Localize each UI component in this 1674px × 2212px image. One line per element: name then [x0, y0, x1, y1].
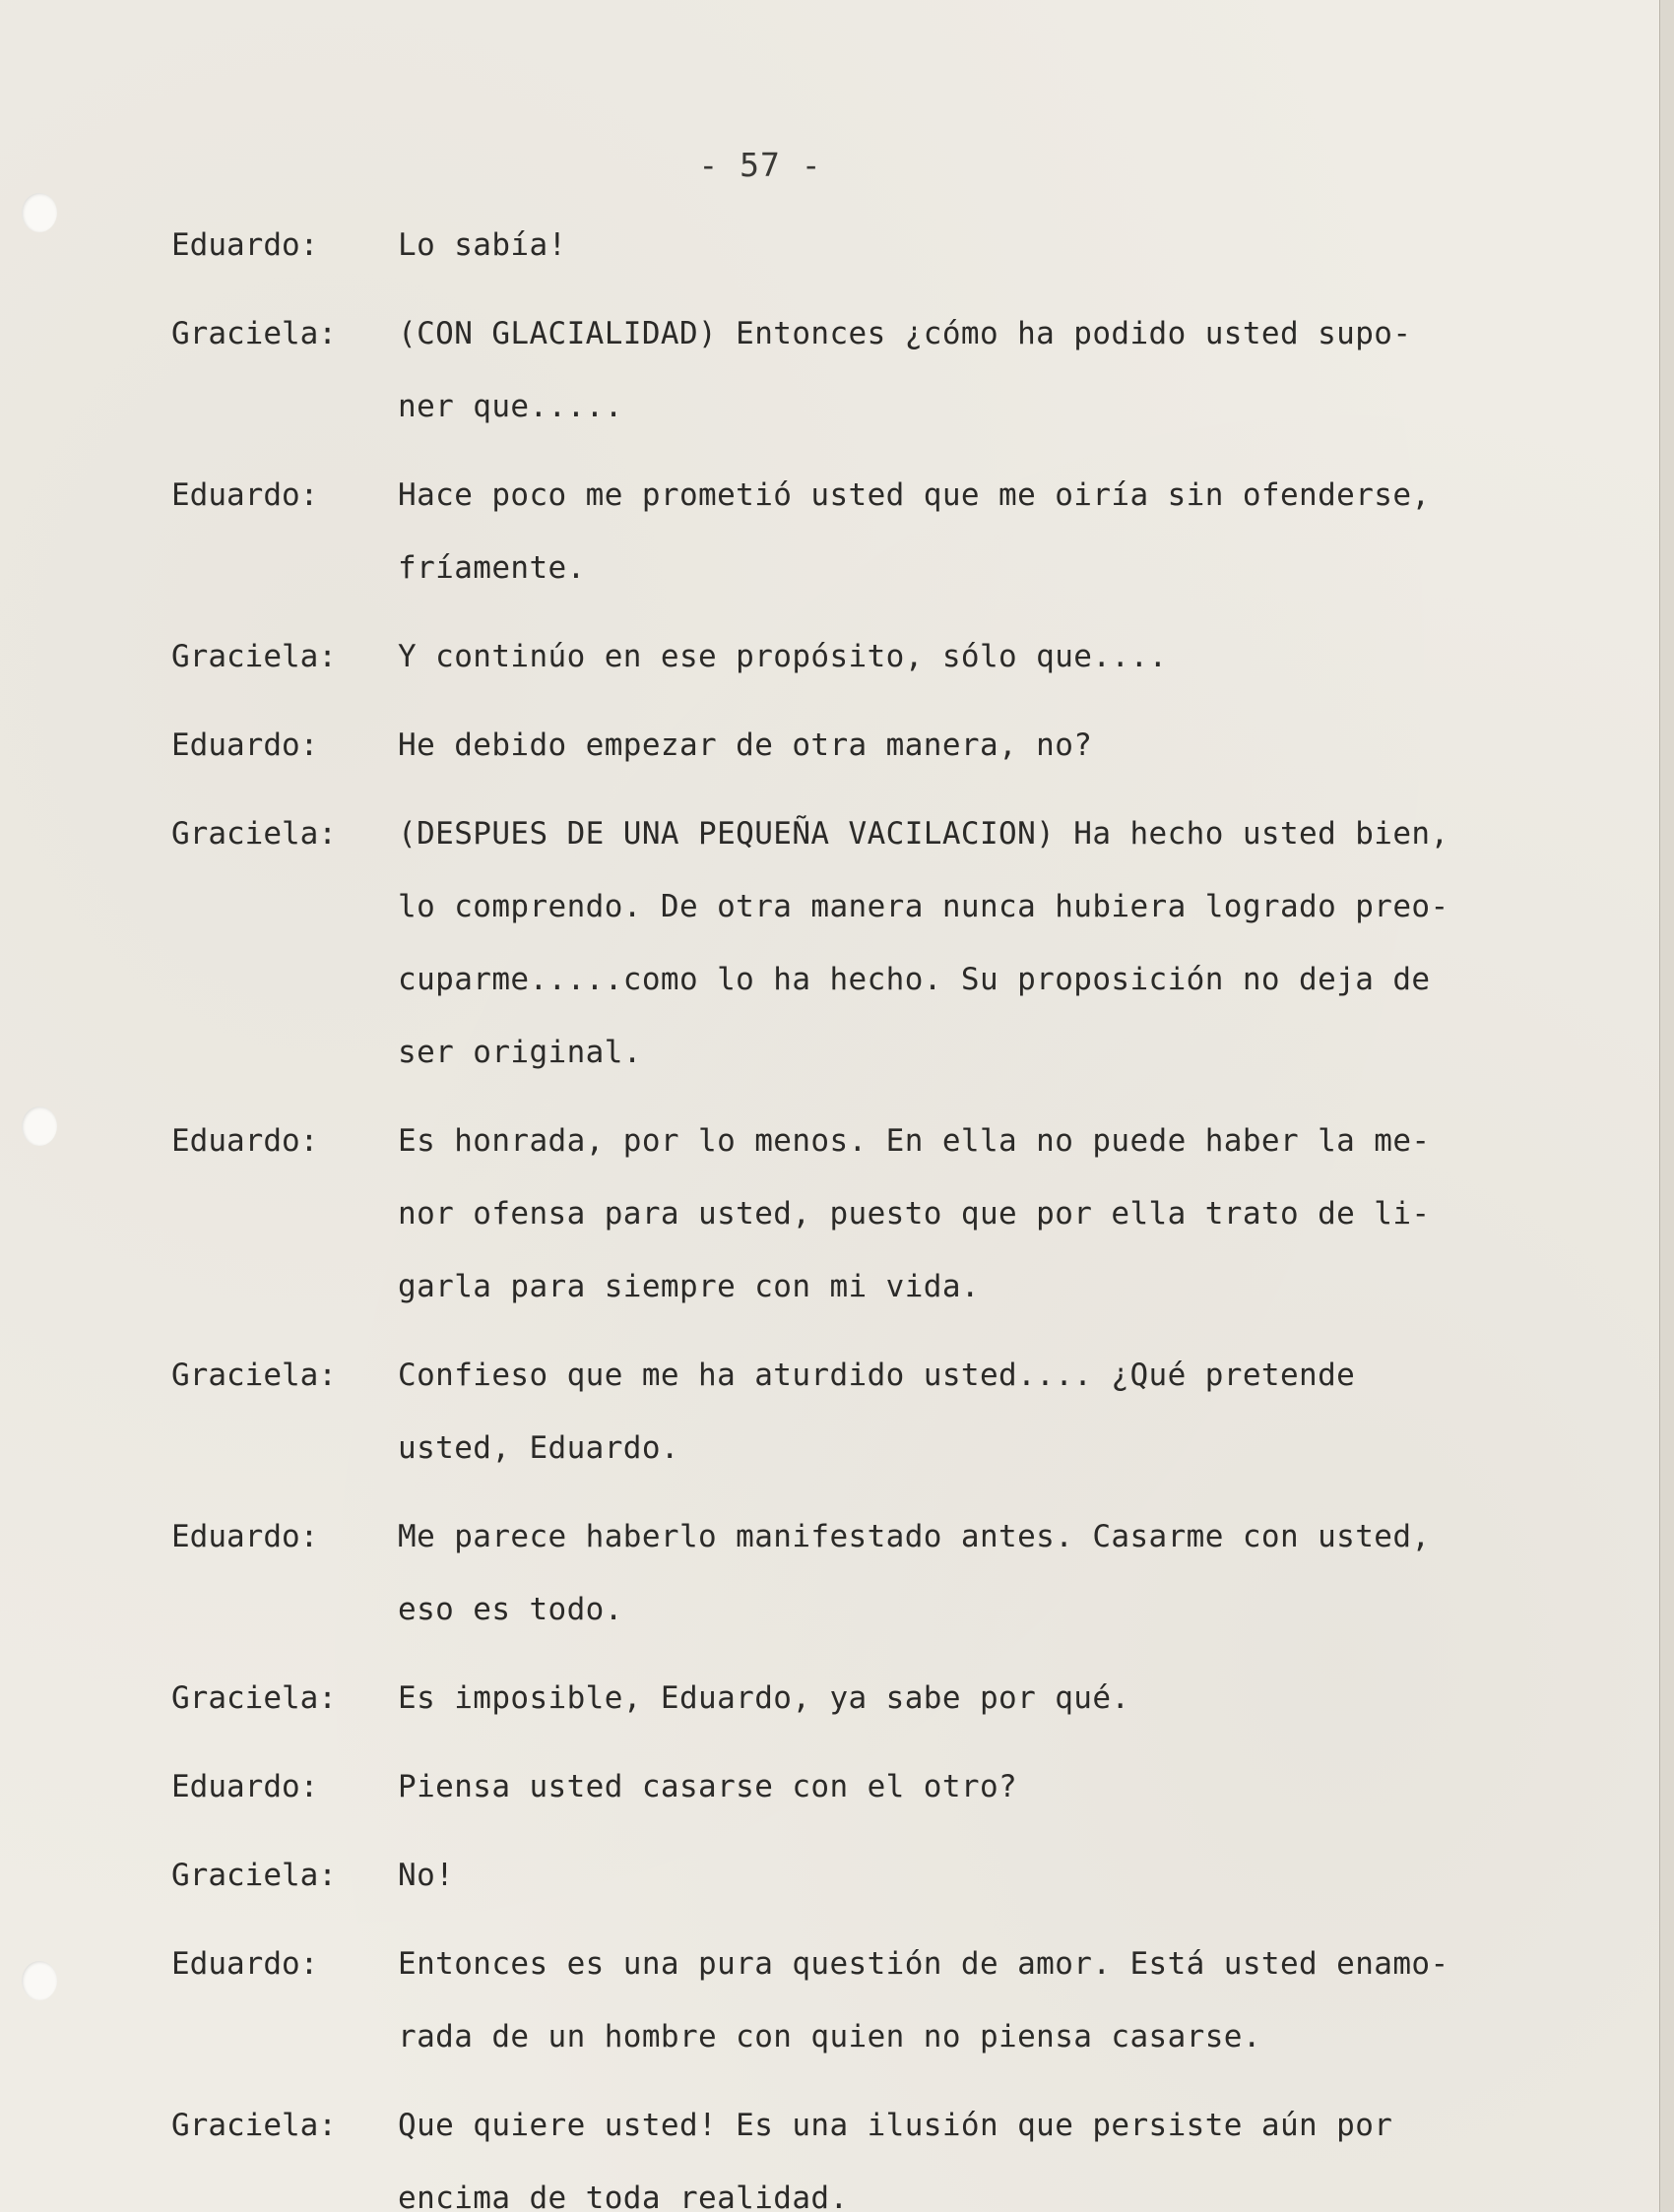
speech-text [398, 2089, 1550, 2212]
dialogue-entry [171, 1662, 1550, 1735]
speech-text [398, 209, 1550, 282]
speech-text [398, 1105, 1550, 1323]
dialogue-entry [171, 1105, 1550, 1323]
speech-line: nor ofensa para usted, puesto que por ella trato de li- [398, 1196, 1431, 1232]
speech-line: ner que..... [398, 389, 623, 424]
punch-hole-middle [22, 1106, 57, 1146]
page-number: - 57 - [698, 146, 822, 184]
dialogue-entry [171, 709, 1550, 782]
speech-line: usted, Eduardo. [398, 1430, 679, 1466]
speech-line: (CON GLACIALIDAD) Entonces ¿cómo ha podido usted supo- [398, 316, 1412, 351]
speech-line: Me parece haberlo manifestado antes. Casarme con usted, [398, 1519, 1431, 1554]
speech-line: Es honrada, por lo menos. En ella no puede haber la me- [398, 1123, 1431, 1159]
speaker-name: Eduardo: [171, 477, 319, 513]
speaker-name: Eduardo: [171, 227, 319, 263]
speech-line: Piensa usted casarse con el otro? [398, 1769, 1018, 1804]
speaker-name: Eduardo: [171, 727, 319, 763]
speaker-name: Graciela: [171, 816, 337, 852]
speech-line: garla para siempre con mi vida. [398, 1269, 980, 1304]
speech-text [398, 297, 1550, 443]
speaker-name: Eduardo: [171, 1769, 319, 1804]
speech-text [398, 1339, 1550, 1485]
speech-line: Es imposible, Eduardo, ya sabe por qué. [398, 1680, 1130, 1716]
speech-line: cuparme.....como lo ha hecho. Su proposición no deja de [398, 962, 1431, 997]
speech-line: ser original. [398, 1035, 642, 1070]
speaker-name: Eduardo: [171, 1519, 319, 1554]
speech-text [398, 1928, 1550, 2073]
dialogue-entry [171, 1928, 1550, 2073]
speech-line: No! [398, 1858, 455, 1893]
dialogue-entry [171, 1839, 1550, 1912]
paper-edge [1659, 0, 1674, 2212]
dialogue-entry [171, 297, 1550, 443]
punch-hole-bottom [22, 1961, 57, 2000]
speech-line: (DESPUES DE UNA PEQUEÑA VACILACION) Ha hecho usted bien, [398, 816, 1449, 852]
speech-line: Que quiere usted! Es una ilusión que persiste aún por [398, 2108, 1393, 2143]
dialogue-entry [171, 1500, 1550, 1646]
speech-line: lo comprendo. De otra manera nunca hubiera logrado preo- [398, 889, 1449, 924]
dialogue-entry [171, 1750, 1550, 1823]
dialogue-script [171, 209, 1550, 2212]
speech-line: eso es todo. [398, 1592, 623, 1627]
dialogue-entry [171, 620, 1550, 693]
dialogue-entry [171, 2089, 1550, 2212]
speech-line: Y continúo en ese propósito, sólo que.... [398, 639, 1168, 674]
speech-text [398, 797, 1550, 1089]
speaker-name: Eduardo: [171, 1123, 319, 1159]
speech-text [398, 709, 1550, 782]
speech-line: Entonces es una pura questión de amor. Está usted enamo- [398, 1946, 1449, 1982]
speaker-name: Graciela: [171, 1680, 337, 1716]
speech-line: encima de toda realidad. [398, 2180, 849, 2212]
speech-text [398, 1500, 1550, 1646]
dialogue-entry [171, 797, 1550, 1089]
speech-line: Hace poco me prometió usted que me oiría sin ofenderse, [398, 477, 1431, 513]
speech-text [398, 620, 1550, 693]
dialogue-entry [171, 459, 1550, 604]
speech-line: Confieso que me ha aturdido usted.... ¿Qué pretende [398, 1358, 1356, 1393]
speech-text [398, 459, 1550, 604]
speech-text [398, 1839, 1550, 1912]
speaker-name: Graciela: [171, 316, 337, 351]
speech-line: rada de un hombre con quien no piensa casarse. [398, 2019, 1261, 2054]
dialogue-entry [171, 209, 1550, 282]
punch-hole-top [22, 193, 57, 232]
speaker-name: Graciela: [171, 2108, 337, 2143]
speech-line: He debido empezar de otra manera, no? [398, 727, 1093, 763]
speaker-name: Graciela: [171, 1358, 337, 1393]
dialogue-entry [171, 1339, 1550, 1485]
speech-line: fríamente. [398, 550, 586, 586]
speech-line: Lo sabía! [398, 227, 567, 263]
speaker-name: Eduardo: [171, 1946, 319, 1982]
speaker-name: Graciela: [171, 639, 337, 674]
speech-text [398, 1750, 1550, 1823]
speaker-name: Graciela: [171, 1858, 337, 1893]
speech-text [398, 1662, 1550, 1735]
